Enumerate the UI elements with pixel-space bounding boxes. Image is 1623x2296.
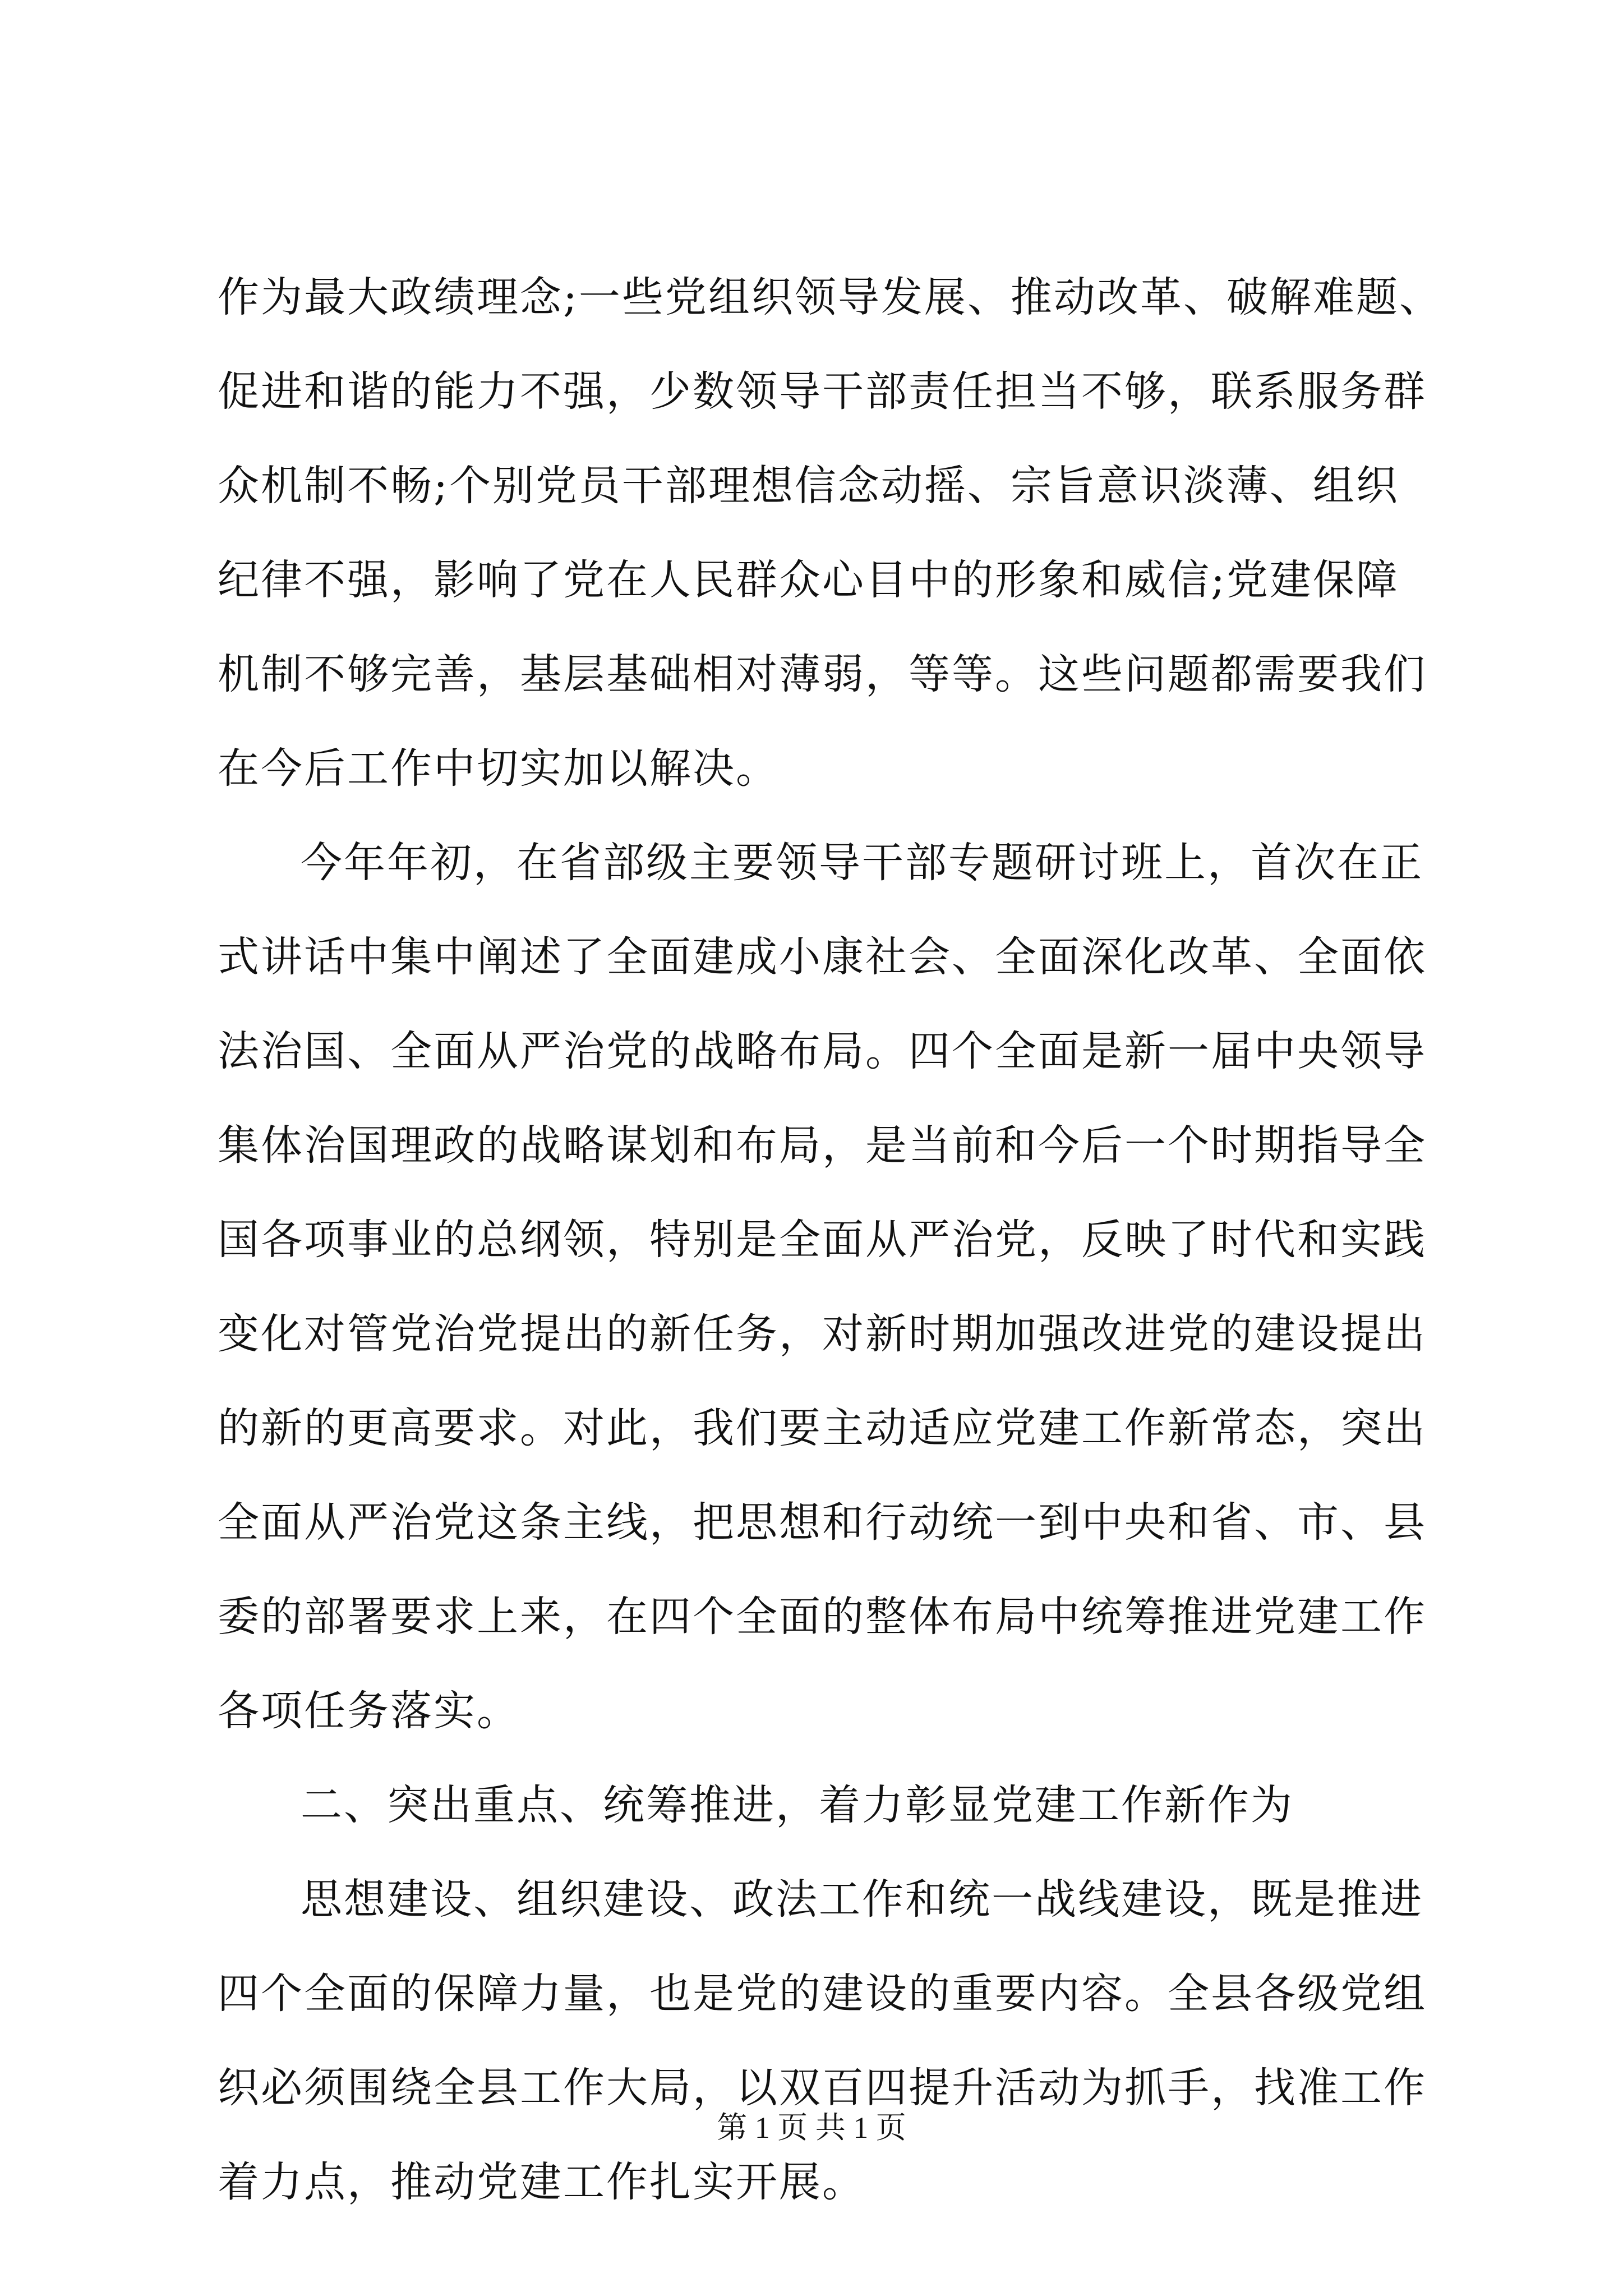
text-line: 国各项事业的总纲领，特别是全面从严治党，反映了时代和实践 bbox=[218, 1216, 1427, 1264]
section-heading-text: 二、突出重点、统筹推进，着力彰显党建工作新作为 bbox=[301, 1781, 1294, 1829]
paragraph-4 bbox=[218, 1852, 1427, 2229]
text-line: 的新的更高要求。对此，我们要主动适应党建工作新常态，突出 bbox=[218, 1404, 1427, 1452]
document-body bbox=[218, 250, 1442, 2229]
page-footer bbox=[0, 2108, 1623, 2147]
text-line: 四个全面的保障力量，也是党的建设的重要内容。全县各级党组 bbox=[218, 1970, 1427, 2018]
text-line: 式讲话中集中阐述了全面建成小康社会、全面深化改革、全面依 bbox=[218, 933, 1427, 981]
text-line: 全面从严治党这条主线，把思想和行动统一到中央和省、市、县 bbox=[218, 1498, 1427, 1547]
text-line: 织必须围绕全县工作大局，以双百四提升活动为抓手，找准工作 bbox=[218, 2064, 1427, 2112]
text-line: 纪律不强，影响了党在人民群众心目中的形象和威信;党建保障 bbox=[218, 556, 1399, 604]
text-line: 机制不够完善，基层基础相对薄弱，等等。这些问题都需要我们 bbox=[218, 650, 1427, 698]
text-line: 在今后工作中切实加以解决。 bbox=[218, 744, 779, 793]
text-line: 着力点，推动党建工作扎实开展。 bbox=[218, 2158, 865, 2206]
text-line: 委的部署要求上来，在四个全面的整体布局中统筹推进党建工作 bbox=[218, 1593, 1427, 1641]
text-line: 促进和谐的能力不强，少数领导干部责任担当不够，联系服务群 bbox=[218, 367, 1427, 416]
text-line: 法治国、全面从严治党的战略布局。四个全面是新一届中央领导 bbox=[218, 1027, 1427, 1075]
page-number-label: 第 1 页 共 1 页 bbox=[717, 2111, 906, 2145]
paragraph-1 bbox=[218, 250, 1442, 816]
text-line: 作为最大政绩理念;一些党组织领导发展、推动改革、破解难题、 bbox=[218, 273, 1442, 321]
paragraph-2 bbox=[218, 816, 1427, 1758]
text-line: 今年年初，在省部级主要领导干部专题研讨班上，首次在正 bbox=[301, 839, 1423, 887]
text-line: 思想建设、组织建设、政法工作和统一战线建设，既是推进 bbox=[301, 1875, 1423, 1924]
text-line: 众机制不畅;个别党员干部理想信念动摇、宗旨意识淡薄、组织 bbox=[218, 462, 1399, 510]
text-line: 各项任务落实。 bbox=[218, 1687, 520, 1735]
text-line: 变化对管党治党提出的新任务，对新时期加强改进党的建设提出 bbox=[218, 1310, 1427, 1358]
section-heading bbox=[218, 1758, 1412, 1852]
text-line: 集体治国理政的战略谋划和布局，是当前和今后一个时期指导全 bbox=[218, 1121, 1427, 1170]
